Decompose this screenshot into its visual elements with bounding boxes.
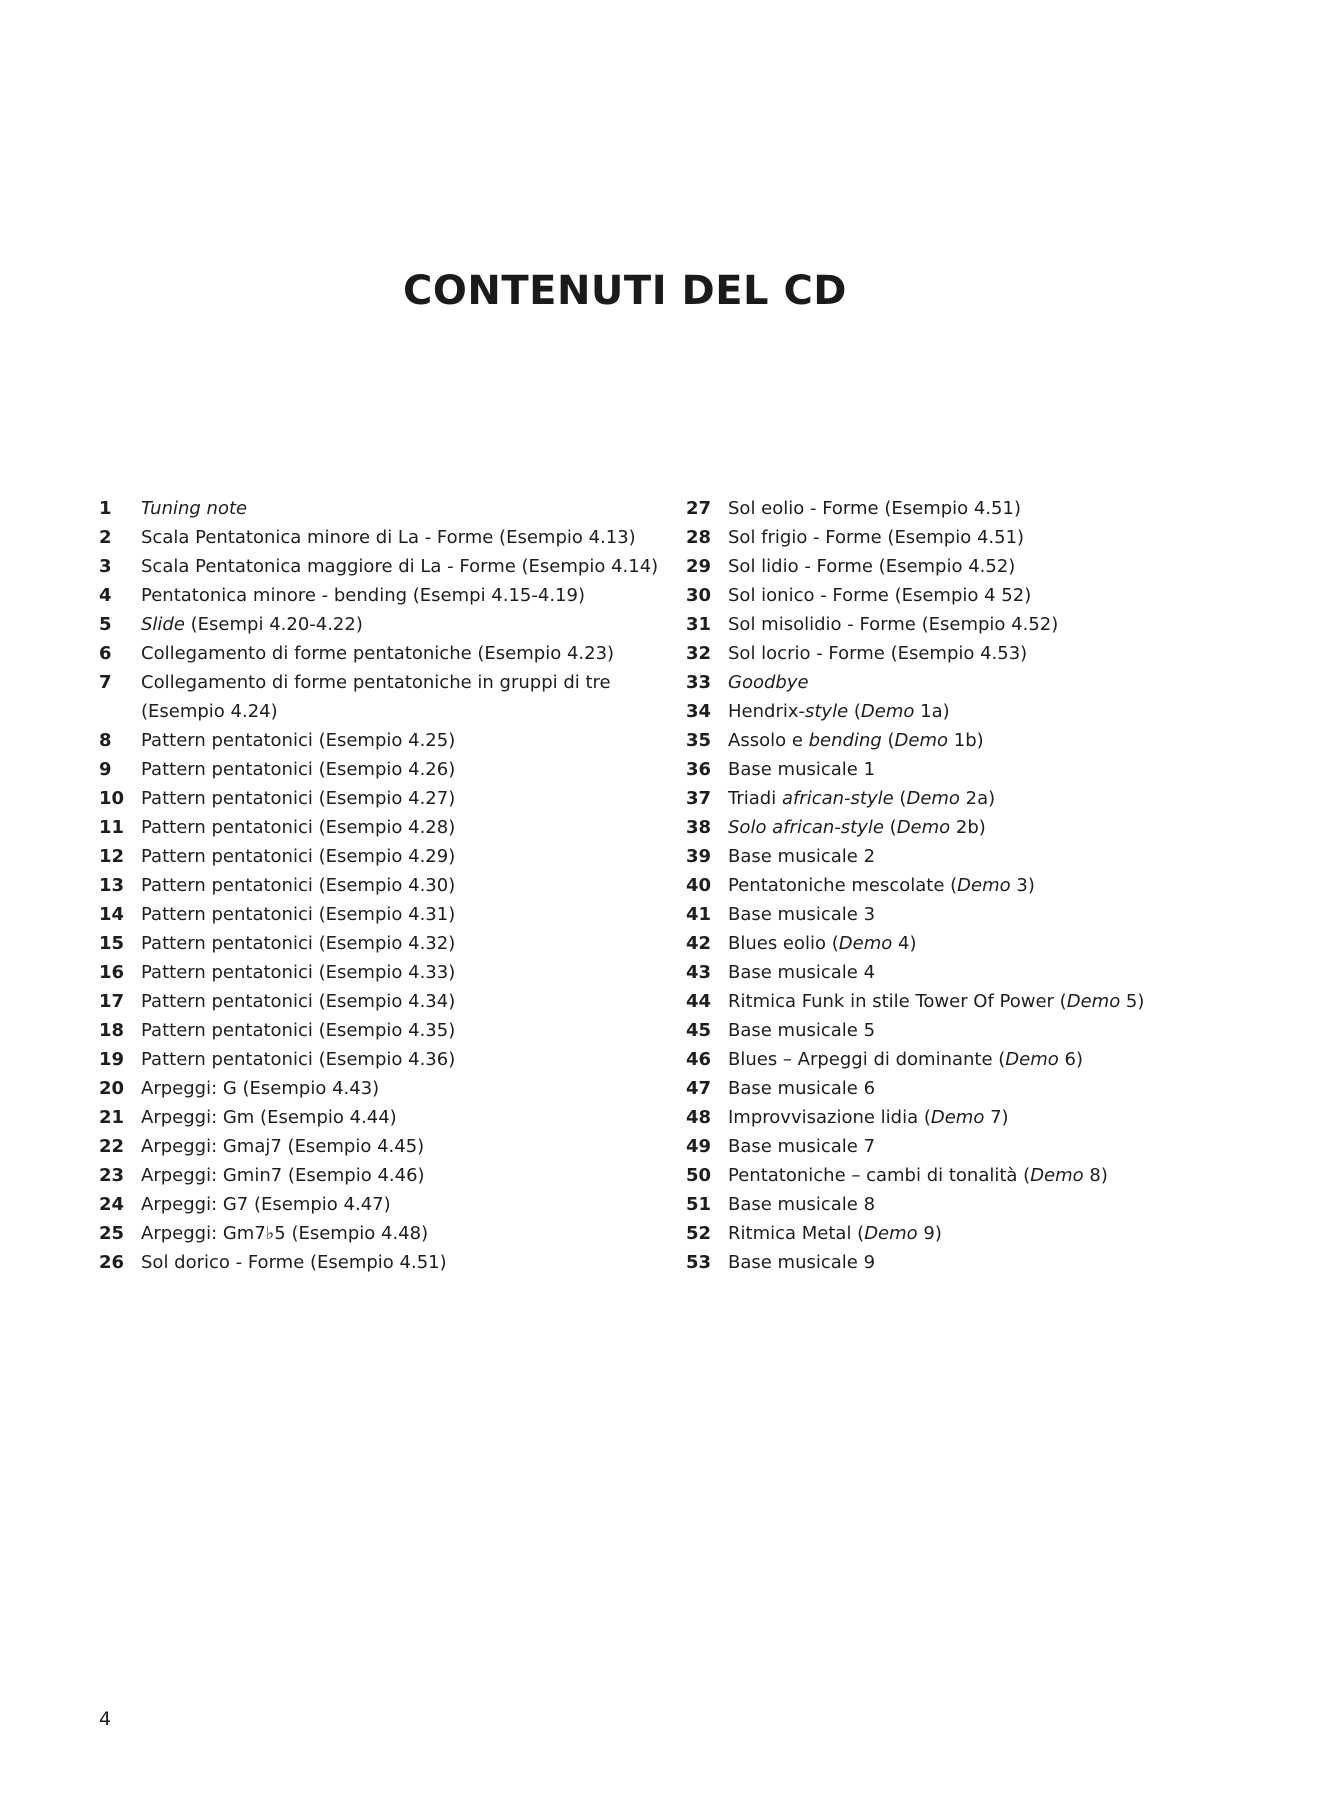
track-title-italic-part: Solo african-style (728, 817, 884, 838)
track-title-part: 6) (1058, 1049, 1083, 1070)
track-entry (686, 784, 1286, 813)
track-entry (99, 1219, 679, 1248)
track-title-part: Pattern pentatonici (Esempio 4.35) (141, 1020, 456, 1041)
track-number: 46 (686, 1049, 712, 1070)
track-entry (99, 900, 679, 929)
track-number: 31 (686, 614, 712, 635)
track-number: 3 (99, 556, 112, 577)
track-title-part: Pattern pentatonici (Esempio 4.33) (141, 962, 456, 983)
track-title (728, 1016, 1286, 1045)
track-entry (99, 1190, 679, 1219)
track-title-part: Pattern pentatonici (Esempio 4.31) (141, 904, 456, 925)
track-number: 5 (99, 614, 112, 635)
track-title-part: Pentatoniche mescolate ( (728, 875, 958, 896)
track-title-part: Base musicale 1 (728, 759, 876, 780)
track-entry (99, 668, 679, 726)
track-number: 45 (686, 1020, 712, 1041)
track-number: 35 (686, 730, 712, 751)
track-title-part: 3) (1010, 875, 1035, 896)
track-entry (99, 871, 679, 900)
track-number: 10 (99, 788, 125, 809)
track-title (141, 1132, 679, 1161)
track-title-part: Arpeggi: Gm7♭5 (Esempio 4.48) (141, 1223, 429, 1244)
track-title-part: Sol misolidio - Forme (Esempio 4.52) (728, 614, 1059, 635)
track-title-part: 2a) (959, 788, 996, 809)
track-title-italic-part: Goodbye (728, 672, 809, 693)
track-title-italic-part: african-style (781, 788, 894, 809)
track-title-italic-part: style (805, 701, 849, 722)
track-entry (686, 697, 1286, 726)
track-title (141, 1016, 679, 1045)
track-title (141, 1219, 679, 1248)
track-title-part: Assolo e (728, 730, 809, 751)
track-entry (99, 523, 679, 552)
track-entry (99, 1045, 679, 1074)
track-title-italic-part: Demo (1066, 991, 1121, 1012)
track-title (141, 494, 679, 523)
track-title-part: Arpeggi: Gmaj7 (Esempio 4.45) (141, 1136, 425, 1157)
track-title-italic-part: Demo (906, 788, 960, 809)
track-title (141, 610, 679, 639)
track-number: 48 (686, 1107, 712, 1128)
track-title (141, 813, 679, 842)
track-title-italic-part: Demo (860, 701, 915, 722)
track-title-part: 7) (984, 1107, 1009, 1128)
track-title (141, 552, 679, 581)
track-entry (686, 1161, 1286, 1190)
track-title-part: 8) (1083, 1165, 1108, 1186)
track-entry (99, 1016, 679, 1045)
track-entry (99, 610, 679, 639)
track-number: 20 (99, 1078, 125, 1099)
track-title (728, 784, 1286, 813)
track-entry (686, 755, 1286, 784)
track-number: 26 (99, 1252, 125, 1273)
track-entry (686, 1045, 1286, 1074)
track-number: 34 (686, 701, 712, 722)
track-title-part: 1b) (948, 730, 984, 751)
track-title (728, 1248, 1286, 1277)
track-number: 47 (686, 1078, 712, 1099)
track-entry (686, 552, 1286, 581)
track-entry (686, 639, 1286, 668)
track-title (141, 1161, 679, 1190)
track-entry (99, 639, 679, 668)
track-number: 15 (99, 933, 125, 954)
track-title-part: Pattern pentatonici (Esempio 4.36) (141, 1049, 456, 1070)
track-entry (99, 813, 679, 842)
track-title-part: Pattern pentatonici (Esempio 4.29) (141, 846, 456, 867)
track-title-part: ( (893, 788, 907, 809)
track-title-part: Collegamento di forme pentatoniche in gruppi di tre (Esempio 4.24) (141, 672, 611, 722)
track-entry (99, 842, 679, 871)
track-title-part: Arpeggi: G7 (Esempio 4.47) (141, 1194, 391, 1215)
track-title (728, 1132, 1286, 1161)
track-entry (99, 1132, 679, 1161)
track-title-italic-part: Slide (141, 614, 185, 635)
track-title (141, 1103, 679, 1132)
track-entry (686, 987, 1286, 1016)
track-number: 17 (99, 991, 125, 1012)
track-number: 24 (99, 1194, 125, 1215)
track-title-part: Arpeggi: Gmin7 (Esempio 4.46) (141, 1165, 425, 1186)
track-title (141, 900, 679, 929)
track-entry (686, 523, 1286, 552)
track-title-part: Blues eolio ( (728, 933, 839, 954)
track-entry (99, 929, 679, 958)
track-entry (99, 958, 679, 987)
track-title-part: 1a) (914, 701, 950, 722)
track-number: 18 (99, 1020, 125, 1041)
track-number: 11 (99, 817, 125, 838)
track-entry (99, 1103, 679, 1132)
track-entry (686, 1219, 1286, 1248)
track-title-part: 5) (1120, 991, 1145, 1012)
track-number: 16 (99, 962, 125, 983)
track-number: 2 (99, 527, 112, 548)
track-title (728, 552, 1286, 581)
track-title-italic-part: Demo (864, 1223, 918, 1244)
track-number: 4 (99, 585, 112, 606)
track-entry (686, 958, 1286, 987)
track-entry (99, 1161, 679, 1190)
track-entry (686, 1190, 1286, 1219)
track-title-part: Base musicale 6 (728, 1078, 876, 1099)
track-title (728, 871, 1286, 900)
track-entry (99, 1248, 679, 1277)
track-number: 22 (99, 1136, 125, 1157)
track-title-part: Pattern pentatonici (Esempio 4.27) (141, 788, 456, 809)
track-title (728, 958, 1286, 987)
track-title-part: Base musicale 9 (728, 1252, 876, 1273)
track-title-part: Sol dorico - Forme (Esempio 4.51) (141, 1252, 447, 1273)
track-entry (686, 668, 1286, 697)
track-title-part: Base musicale 7 (728, 1136, 876, 1157)
track-title-italic-part: Demo (896, 817, 951, 838)
track-number: 51 (686, 1194, 712, 1215)
track-number: 36 (686, 759, 712, 780)
track-title-part: Sol lidio - Forme (Esempio 4.52) (728, 556, 1016, 577)
track-number: 32 (686, 643, 712, 664)
track-entry (99, 987, 679, 1016)
track-title-part: Collegamento di forme pentatoniche (Esempio 4.23) (141, 643, 615, 664)
page-number: 4 (99, 1708, 112, 1730)
track-title-part: Pattern pentatonici (Esempio 4.34) (141, 991, 456, 1012)
track-entry (99, 494, 679, 523)
track-entry (99, 581, 679, 610)
track-title (728, 900, 1286, 929)
track-entry (686, 929, 1286, 958)
track-entry (686, 1132, 1286, 1161)
track-number: 42 (686, 933, 712, 954)
track-title-part: Base musicale 5 (728, 1020, 876, 1041)
track-number: 53 (686, 1252, 712, 1273)
track-number: 21 (99, 1107, 125, 1128)
track-title (141, 1045, 679, 1074)
track-title-italic-part: Demo (894, 730, 949, 751)
track-title-part: Pattern pentatonici (Esempio 4.25) (141, 730, 456, 751)
track-title (141, 1190, 679, 1219)
track-entry (99, 552, 679, 581)
track-number: 43 (686, 962, 712, 983)
track-title-italic-part: bending (808, 730, 882, 751)
track-title (141, 726, 679, 755)
track-title-part: Ritmica Funk in stile Tower Of Power ( (728, 991, 1067, 1012)
track-entry (686, 1103, 1286, 1132)
track-number: 40 (686, 875, 712, 896)
track-title (728, 610, 1286, 639)
track-number: 38 (686, 817, 712, 838)
track-title-part: Improvvisazione lidia ( (728, 1107, 931, 1128)
track-number: 33 (686, 672, 712, 693)
track-number: 1 (99, 498, 112, 519)
track-number: 28 (686, 527, 712, 548)
track-number: 50 (686, 1165, 712, 1186)
track-number: 27 (686, 498, 712, 519)
track-title (728, 726, 1286, 755)
track-title (141, 755, 679, 784)
track-entry (686, 1074, 1286, 1103)
track-entry (686, 842, 1286, 871)
track-title-italic-part: Demo (1005, 1049, 1059, 1070)
track-entry (686, 1248, 1286, 1277)
track-title (141, 987, 679, 1016)
track-title (728, 813, 1286, 842)
track-title-part: Base musicale 2 (728, 846, 876, 867)
track-title-part: ( (883, 817, 897, 838)
track-title (728, 987, 1286, 1016)
track-title (728, 1219, 1286, 1248)
track-title-italic-part: Tuning note (141, 498, 248, 519)
track-title-part: Base musicale 8 (728, 1194, 876, 1215)
track-title (728, 929, 1286, 958)
track-number: 7 (99, 672, 112, 693)
track-entry (99, 784, 679, 813)
track-title (141, 871, 679, 900)
track-title (728, 697, 1286, 726)
track-title-part: Sol frigio - Forme (Esempio 4.51) (728, 527, 1025, 548)
track-number: 19 (99, 1049, 125, 1070)
track-list-left (99, 494, 679, 1277)
track-title (728, 494, 1286, 523)
track-entry (686, 813, 1286, 842)
track-title (728, 842, 1286, 871)
track-title (141, 929, 679, 958)
track-list-right (686, 494, 1286, 1277)
track-title (141, 581, 679, 610)
track-number: 9 (99, 759, 112, 780)
track-title (141, 523, 679, 552)
track-title-italic-part: Demo (957, 875, 1011, 896)
track-entry (686, 726, 1286, 755)
track-title-italic-part: Demo (930, 1107, 985, 1128)
track-number: 49 (686, 1136, 712, 1157)
track-title (728, 755, 1286, 784)
track-number: 8 (99, 730, 112, 751)
track-title-part: 2b) (950, 817, 986, 838)
track-title-part: Pentatoniche – cambi di tonalità ( (728, 1165, 1031, 1186)
track-number: 37 (686, 788, 712, 809)
track-number: 30 (686, 585, 712, 606)
track-number: 6 (99, 643, 112, 664)
track-title-part: Pattern pentatonici (Esempio 4.30) (141, 875, 456, 896)
track-title (141, 958, 679, 987)
track-title-part: 9) (917, 1223, 942, 1244)
track-title-part: Scala Pentatonica maggiore di La - Forme (Esempio 4.14) (141, 556, 659, 577)
track-number: 23 (99, 1165, 125, 1186)
track-title-part: Blues – Arpeggi di dominante ( (728, 1049, 1006, 1070)
track-title (728, 1103, 1286, 1132)
track-title-part: (Esempi 4.20-4.22) (184, 614, 363, 635)
track-title (141, 1074, 679, 1103)
track-number: 44 (686, 991, 712, 1012)
track-number: 13 (99, 875, 125, 896)
track-title-part: Hendrix- (728, 701, 805, 722)
track-title-part: Pattern pentatonici (Esempio 4.32) (141, 933, 456, 954)
track-title-part: Pentatonica minore - bending (Esempi 4.15-4.19) (141, 585, 585, 606)
track-entry (99, 726, 679, 755)
track-number: 41 (686, 904, 712, 925)
track-title-part: ( (881, 730, 895, 751)
track-title-part: Pattern pentatonici (Esempio 4.28) (141, 817, 456, 838)
track-title-part: Ritmica Metal ( (728, 1223, 865, 1244)
track-title-part: Scala Pentatonica minore di La - Forme (Esempio 4.13) (141, 527, 636, 548)
track-number: 14 (99, 904, 125, 925)
track-title-italic-part: Demo (1030, 1165, 1084, 1186)
track-title (141, 668, 679, 726)
track-title-part: Arpeggi: Gm (Esempio 4.44) (141, 1107, 397, 1128)
track-number: 12 (99, 846, 125, 867)
track-title (728, 1074, 1286, 1103)
track-title (728, 523, 1286, 552)
track-title (728, 639, 1286, 668)
track-entry (686, 610, 1286, 639)
track-title-part: 4) (892, 933, 917, 954)
page-title: CONTENUTI DEL CD (403, 268, 847, 314)
track-title (141, 639, 679, 668)
track-number: 52 (686, 1223, 712, 1244)
track-number: 25 (99, 1223, 125, 1244)
track-entry (686, 1016, 1286, 1045)
track-title-part: Sol locrio - Forme (Esempio 4.53) (728, 643, 1028, 664)
track-entry (686, 581, 1286, 610)
track-entry (99, 1074, 679, 1103)
track-title-part: ( (848, 701, 861, 722)
track-title-part: Sol eolio - Forme (Esempio 4.51) (728, 498, 1021, 519)
track-title (728, 581, 1286, 610)
track-title (141, 1248, 679, 1277)
track-title (728, 668, 1286, 697)
track-title-part: Sol ionico - Forme (Esempio 4 52) (728, 585, 1032, 606)
track-title (728, 1161, 1286, 1190)
track-number: 29 (686, 556, 712, 577)
track-title (141, 784, 679, 813)
track-entry (686, 871, 1286, 900)
track-title-part: Base musicale 3 (728, 904, 876, 925)
track-entry (99, 755, 679, 784)
track-title (141, 842, 679, 871)
track-entry (686, 900, 1286, 929)
track-title-part: Triadi (728, 788, 782, 809)
track-entry (686, 494, 1286, 523)
track-title-part: Arpeggi: G (Esempio 4.43) (141, 1078, 380, 1099)
track-title (728, 1190, 1286, 1219)
track-title-part: Base musicale 4 (728, 962, 876, 983)
track-title-part: Pattern pentatonici (Esempio 4.26) (141, 759, 456, 780)
track-number: 39 (686, 846, 712, 867)
track-title (728, 1045, 1286, 1074)
track-title-italic-part: Demo (838, 933, 893, 954)
